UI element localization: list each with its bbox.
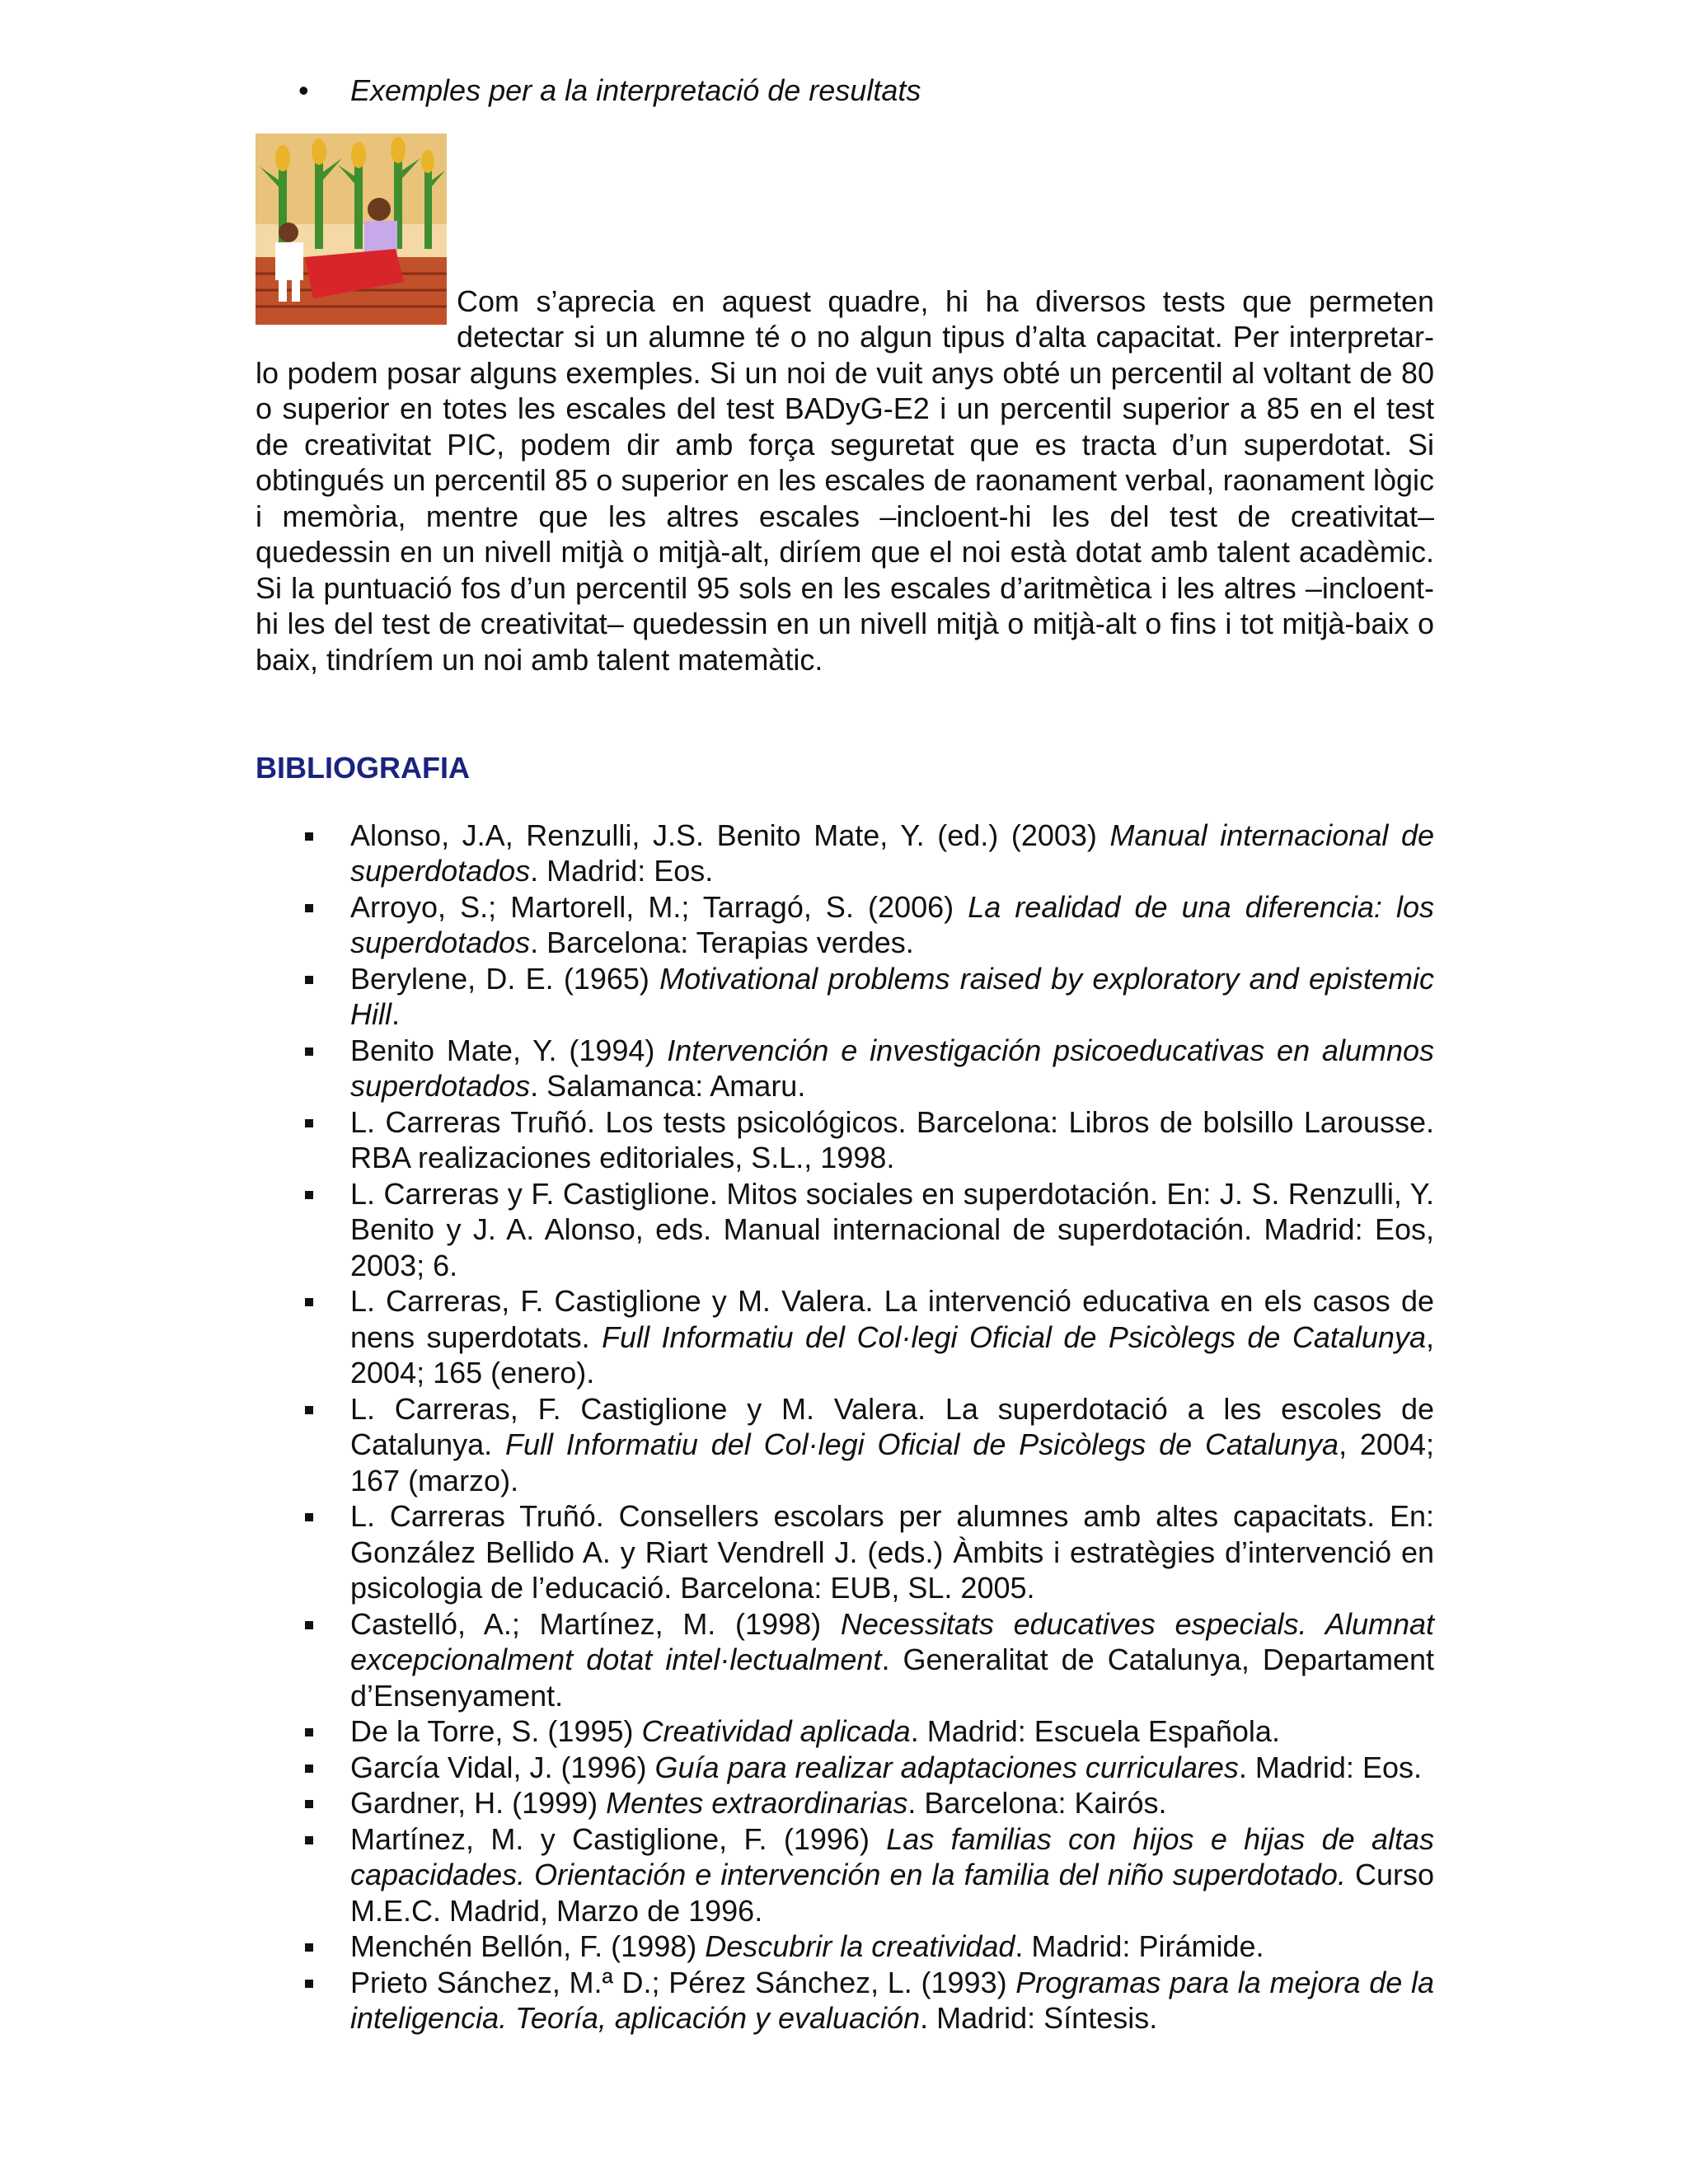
reference-publisher: . <box>392 997 401 1031</box>
square-bullet-icon <box>305 1119 313 1127</box>
intro-block <box>256 127 1434 678</box>
reference-publisher: . Barcelona: Terapias verdes. <box>530 926 914 959</box>
reference-publisher: . Madrid: Síntesis. <box>920 2001 1158 2035</box>
bibliography-list <box>256 818 1434 2036</box>
square-bullet-icon <box>305 1298 313 1306</box>
reference-text: Berylene, D. E. (1965) <box>350 961 660 996</box>
reference-text: Arroyo, S.; Martorell, M.; Tarragó, S. (2006) <box>350 889 968 924</box>
reference-publisher: . Madrid: Escuela Española. <box>910 1714 1280 1748</box>
bibliography-item <box>256 961 1434 1033</box>
section-bullet-text: Exemples per a la interpretació de resultats <box>350 73 921 107</box>
square-bullet-icon <box>305 1980 313 1988</box>
reference-title: Mentes extraordinarias <box>606 1786 908 1820</box>
bibliography-item <box>256 1283 1434 1391</box>
reference-text: Benito Mate, Y. (1994) <box>350 1033 668 1067</box>
section-bullet <box>256 73 1434 109</box>
reference-publisher: . Barcelona: Kairós. <box>907 1786 1167 1820</box>
reference-text: García Vidal, J. (1996) <box>350 1750 655 1784</box>
square-bullet-icon <box>305 1800 313 1808</box>
square-bullet-icon <box>305 904 313 912</box>
intro-paragraph: Com s’aprecia en aquest quadre, hi ha diversos tests que permeten detectar si un alumne té o no algun tipus d’alta capacitat. Per interpretar-lo podem posar alguns exemples. Si un noi de vuit anys obté un percentil al voltant de 80 o superior en totes les escales del test BADyG-E2 i un percentil superior a 85 en el test de creativitat PIC, podem dir amb força seguretat que es tracta d’un superdotat. Si obtingués un percentil 85 o superior en les escales de raonament verbal, raonament lògic i memòria, mentre que les altres escales –incloent-hi les del test de creativitat– quedessin en un nivell mitjà o mitjà-alt, diríem que el noi està dotat amb talent acadèmic. Si la puntuació fos d’un percentil 95 sols en les escales d’aritmètica i les altres –incloent-hi les del test de creativitat– quedessin en un nivell mitjà o mitjà-alt o fins i tot mitjà-baix o baix, tindríem un noi amb talent matemàtic. <box>256 284 1434 677</box>
square-bullet-icon <box>305 832 313 841</box>
reference-text: L. Carreras Truñó. Consellers escolars per alumnes amb altes capacitats. En: González Bellido A. y Riart Vendrell J. (eds.) Àmbits i estratègies d’intervenció en psicologia de l’educació. Barcelona: EUB, SL. 2005. <box>350 1499 1434 1605</box>
reference-text: Menchén Bellón, F. (1998) <box>350 1929 706 1963</box>
reference-text: Alonso, J.A, Renzulli, J.S. Benito Mate, Y. (ed.) (2003) <box>350 818 1110 852</box>
reference-text: Gardner, H. (1999) <box>350 1786 607 1820</box>
square-bullet-icon <box>305 1621 313 1629</box>
bibliography-item <box>256 1929 1434 1965</box>
reference-text: De la Torre, S. (1995) <box>350 1714 642 1748</box>
reference-publisher: . Generalitat de Catalunya, Departament d’Ensenyament. <box>350 1643 1434 1713</box>
bibliography-heading: BIBLIOGRAFIA <box>256 751 470 785</box>
page-content <box>256 73 1434 2036</box>
bibliography-item <box>256 889 1434 961</box>
reference-text: L. Carreras, F. Castiglione y M. Valera. La intervenció educativa en els casos de nens superdotats. <box>350 1284 1434 1354</box>
reference-title: Manual internacional de superdotados <box>350 818 1434 888</box>
bibliography-item <box>256 1104 1434 1176</box>
reference-title: Descubrir la creatividad <box>705 1929 1015 1963</box>
reference-text: Castelló, A.; Martínez, M. (1998) <box>350 1606 841 1641</box>
reference-publisher: . Madrid: Pirámide. <box>1015 1929 1264 1963</box>
square-bullet-icon <box>305 1513 313 1521</box>
reference-title: Programas para la mejora de la inteligencia. Teoría, aplicación y evaluación <box>350 1965 1435 2035</box>
reference-text: L. Carreras, F. Castiglione y M. Valera. La superdotació a les escoles de Catalunya. <box>350 1391 1434 1461</box>
bibliography-item <box>256 1498 1434 1606</box>
bibliography-item <box>256 1821 1434 1929</box>
reference-title: La realidad de una diferencia: los superdotados <box>350 889 1434 959</box>
bibliography-item <box>256 1033 1434 1104</box>
square-bullet-icon <box>305 1728 313 1736</box>
reference-title: Full Informatiu del Col·legi Oficial de Psicòlegs de Catalunya <box>602 1319 1426 1354</box>
reference-publisher: , 2004; 165 (enero). <box>350 1319 1434 1390</box>
bibliography-item <box>256 1713 1434 1750</box>
reference-publisher: , 2004; 167 (marzo). <box>350 1427 1435 1497</box>
reference-text: Martínez, M. y Castiglione, F. (1996) <box>350 1821 887 1856</box>
reference-text: L. Carreras y F. Castiglione. Mitos sociales en superdotación. En: J. S. Renzulli, Y. Benito y J. A. Alonso, eds. Manual internacional de superdotación. Madrid: Eos, 2003; 6. <box>350 1176 1434 1282</box>
square-bullet-icon <box>305 1943 313 1952</box>
reference-title: Full Informatiu del Col·legi Oficial de Psicòlegs de Catalunya <box>504 1427 1339 1461</box>
square-bullet-icon <box>305 1406 313 1414</box>
bibliography-item <box>256 1176 1434 1284</box>
reference-publisher: Curso M.E.C. Madrid, Marzo de 1996. <box>350 1858 1435 1928</box>
square-bullet-icon <box>305 1191 313 1199</box>
reference-publisher: . Madrid: Eos. <box>530 854 714 888</box>
reference-title: Guía para realizar adaptaciones curriculares <box>654 1750 1239 1784</box>
square-bullet-icon <box>305 1836 313 1844</box>
reference-text: L. Carreras Truñó. Los tests psicológicos. Barcelona: Libros de bolsillo Larousse. RBA realizaciones editoriales, S.L., 1998. <box>350 1104 1434 1174</box>
reference-publisher: . Madrid: Eos. <box>1238 1750 1422 1784</box>
square-bullet-icon <box>305 1047 313 1056</box>
reference-text: Prieto Sánchez, M.ª D.; Pérez Sánchez, L. (1993) <box>350 1965 1016 1999</box>
bullet-dot: • <box>298 73 309 107</box>
bibliography-item <box>256 1785 1434 1821</box>
reference-title: Las familias con hijos e hijas de altas capacidades. Orientación e intervención en la familia del niño superdotado. <box>350 1821 1434 1891</box>
bibliography-item <box>256 1606 1434 1714</box>
reference-title: Motivational problems raised by exploratory and epistemic Hill <box>350 961 1435 1031</box>
bibliography-item <box>256 1391 1434 1499</box>
reference-publisher: . Salamanca: Amaru. <box>530 1069 806 1103</box>
bibliography-item <box>256 818 1434 889</box>
bibliography-item <box>256 1750 1434 1786</box>
square-bullet-icon <box>305 976 313 984</box>
bibliography-item <box>256 1965 1434 2036</box>
children-painting-image <box>256 134 447 325</box>
square-bullet-icon <box>305 1765 313 1773</box>
reference-title: Necessitats educatives especials. Alumnat excepcionalment dotat intel·lectualment <box>350 1606 1434 1676</box>
reference-title: Creatividad aplicada <box>641 1714 911 1748</box>
reference-title: Intervención e investigación psicoeducativas en alumnos superdotados <box>350 1033 1434 1103</box>
